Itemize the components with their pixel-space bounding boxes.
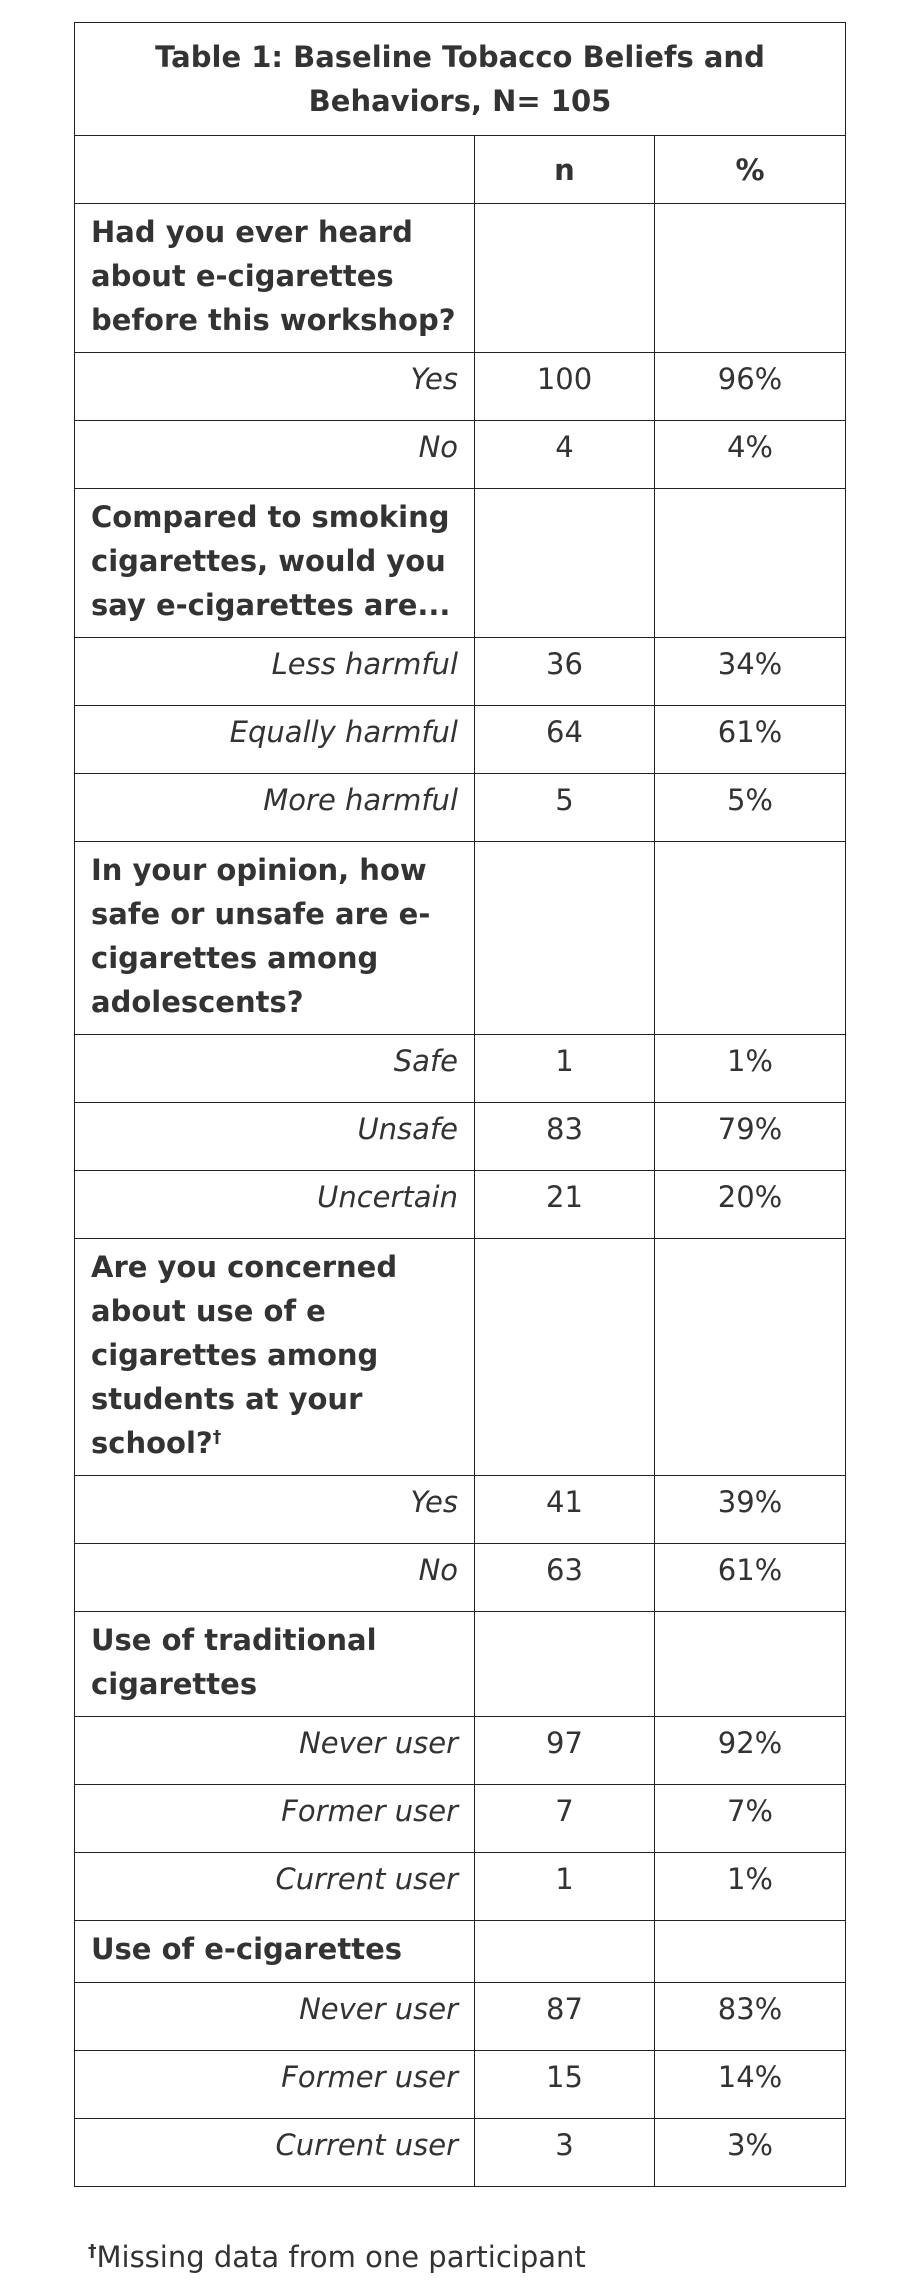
empty-cell: [475, 1239, 655, 1476]
count-cell: 5: [475, 774, 655, 842]
table-row: [75, 1476, 846, 1544]
question-row: [75, 1921, 846, 1983]
option-label: Never user: [75, 1717, 475, 1785]
table-row: [75, 2051, 846, 2119]
empty-cell: [655, 1921, 846, 1983]
percent-cell: 61%: [655, 1544, 846, 1612]
header-n: n: [475, 136, 655, 204]
question-label: [75, 204, 475, 353]
count-cell: 83: [475, 1103, 655, 1171]
table-row: [75, 638, 846, 706]
count-cell: 3: [475, 2119, 655, 2187]
option-label: More harmful: [75, 774, 475, 842]
header-label: [75, 136, 475, 204]
question-text: Use of traditional cigarettes: [91, 1623, 377, 1701]
count-cell: 15: [475, 2051, 655, 2119]
question-row: [75, 1239, 846, 1476]
question-label: [75, 1612, 475, 1717]
percent-cell: 20%: [655, 1171, 846, 1239]
table-row: [75, 2119, 846, 2187]
empty-cell: [655, 204, 846, 353]
header-row: [75, 136, 846, 204]
question-row: [75, 842, 846, 1035]
option-label: Current user: [75, 1853, 475, 1921]
table-row: [75, 1171, 846, 1239]
footnote-mark: †: [88, 2241, 97, 2262]
option-label: Safe: [75, 1035, 475, 1103]
option-label: Equally harmful: [75, 706, 475, 774]
question-label: [75, 1239, 475, 1476]
question-text: In your opinion, how safe or unsafe are e-cigarettes among adolescents?: [91, 853, 431, 1019]
table-row: [75, 1717, 846, 1785]
count-cell: 63: [475, 1544, 655, 1612]
question-row: [75, 204, 846, 353]
table-row: [75, 353, 846, 421]
percent-cell: 39%: [655, 1476, 846, 1544]
count-cell: 97: [475, 1717, 655, 1785]
question-label: [75, 489, 475, 638]
question-label: [75, 842, 475, 1035]
table-row: [75, 1853, 846, 1921]
count-cell: 21: [475, 1171, 655, 1239]
option-label: Uncertain: [75, 1171, 475, 1239]
empty-cell: [475, 1612, 655, 1717]
table-row: [75, 706, 846, 774]
count-cell: 87: [475, 1983, 655, 2051]
percent-cell: 14%: [655, 2051, 846, 2119]
option-label: Current user: [75, 2119, 475, 2187]
empty-cell: [655, 489, 846, 638]
empty-cell: [475, 489, 655, 638]
table-row: [75, 774, 846, 842]
count-cell: 1: [475, 1035, 655, 1103]
count-cell: 41: [475, 1476, 655, 1544]
count-cell: 4: [475, 421, 655, 489]
option-label: Less harmful: [75, 638, 475, 706]
option-label: No: [75, 1544, 475, 1612]
count-cell: 1: [475, 1853, 655, 1921]
table-row: [75, 1983, 846, 2051]
question-text: Compared to smoking cigarettes, would you say e-cigarettes are...: [91, 500, 451, 622]
baseline-tobacco-table: [74, 22, 846, 2187]
table-row: [75, 421, 846, 489]
empty-cell: [475, 842, 655, 1035]
option-label: Former user: [75, 1785, 475, 1853]
empty-cell: [655, 1239, 846, 1476]
caption-row: [75, 23, 846, 136]
question-text: Use of e-cigarettes: [91, 1932, 402, 1966]
percent-cell: 5%: [655, 774, 846, 842]
table-row: [75, 1785, 846, 1853]
table-row: [75, 1103, 846, 1171]
table-row: [75, 1035, 846, 1103]
footnote-mark-ref: †: [212, 1427, 222, 1448]
percent-cell: 3%: [655, 2119, 846, 2187]
table-caption: Table 1: Baseline Tobacco Beliefs and Behaviors, N= 105: [75, 23, 846, 136]
percent-cell: 96%: [655, 353, 846, 421]
percent-cell: 61%: [655, 706, 846, 774]
percent-cell: 34%: [655, 638, 846, 706]
percent-cell: 83%: [655, 1983, 846, 2051]
question-row: [75, 489, 846, 638]
option-label: Yes: [75, 353, 475, 421]
percent-cell: 79%: [655, 1103, 846, 1171]
question-label: [75, 1921, 475, 1983]
table-body: [75, 23, 846, 2187]
footnote-text: Missing data from one participant: [96, 2240, 586, 2274]
footnote: [88, 2237, 586, 2277]
option-label: Former user: [75, 2051, 475, 2119]
count-cell: 7: [475, 1785, 655, 1853]
count-cell: 100: [475, 353, 655, 421]
empty-cell: [475, 1921, 655, 1983]
option-label: Never user: [75, 1983, 475, 2051]
option-label: No: [75, 421, 475, 489]
option-label: Unsafe: [75, 1103, 475, 1171]
question-text: Had you ever heard about e-cigarettes before this workshop?: [91, 215, 456, 337]
empty-cell: [655, 1612, 846, 1717]
percent-cell: 1%: [655, 1853, 846, 1921]
empty-cell: [655, 842, 846, 1035]
header-percent: %: [655, 136, 846, 204]
empty-cell: [475, 204, 655, 353]
question-row: [75, 1612, 846, 1717]
percent-cell: 1%: [655, 1035, 846, 1103]
percent-cell: 4%: [655, 421, 846, 489]
percent-cell: 92%: [655, 1717, 846, 1785]
percent-cell: 7%: [655, 1785, 846, 1853]
table-row: [75, 1544, 846, 1612]
question-text: Are you concerned about use of e cigarettes among students at your school?: [91, 1250, 398, 1460]
option-label: Yes: [75, 1476, 475, 1544]
count-cell: 36: [475, 638, 655, 706]
count-cell: 64: [475, 706, 655, 774]
